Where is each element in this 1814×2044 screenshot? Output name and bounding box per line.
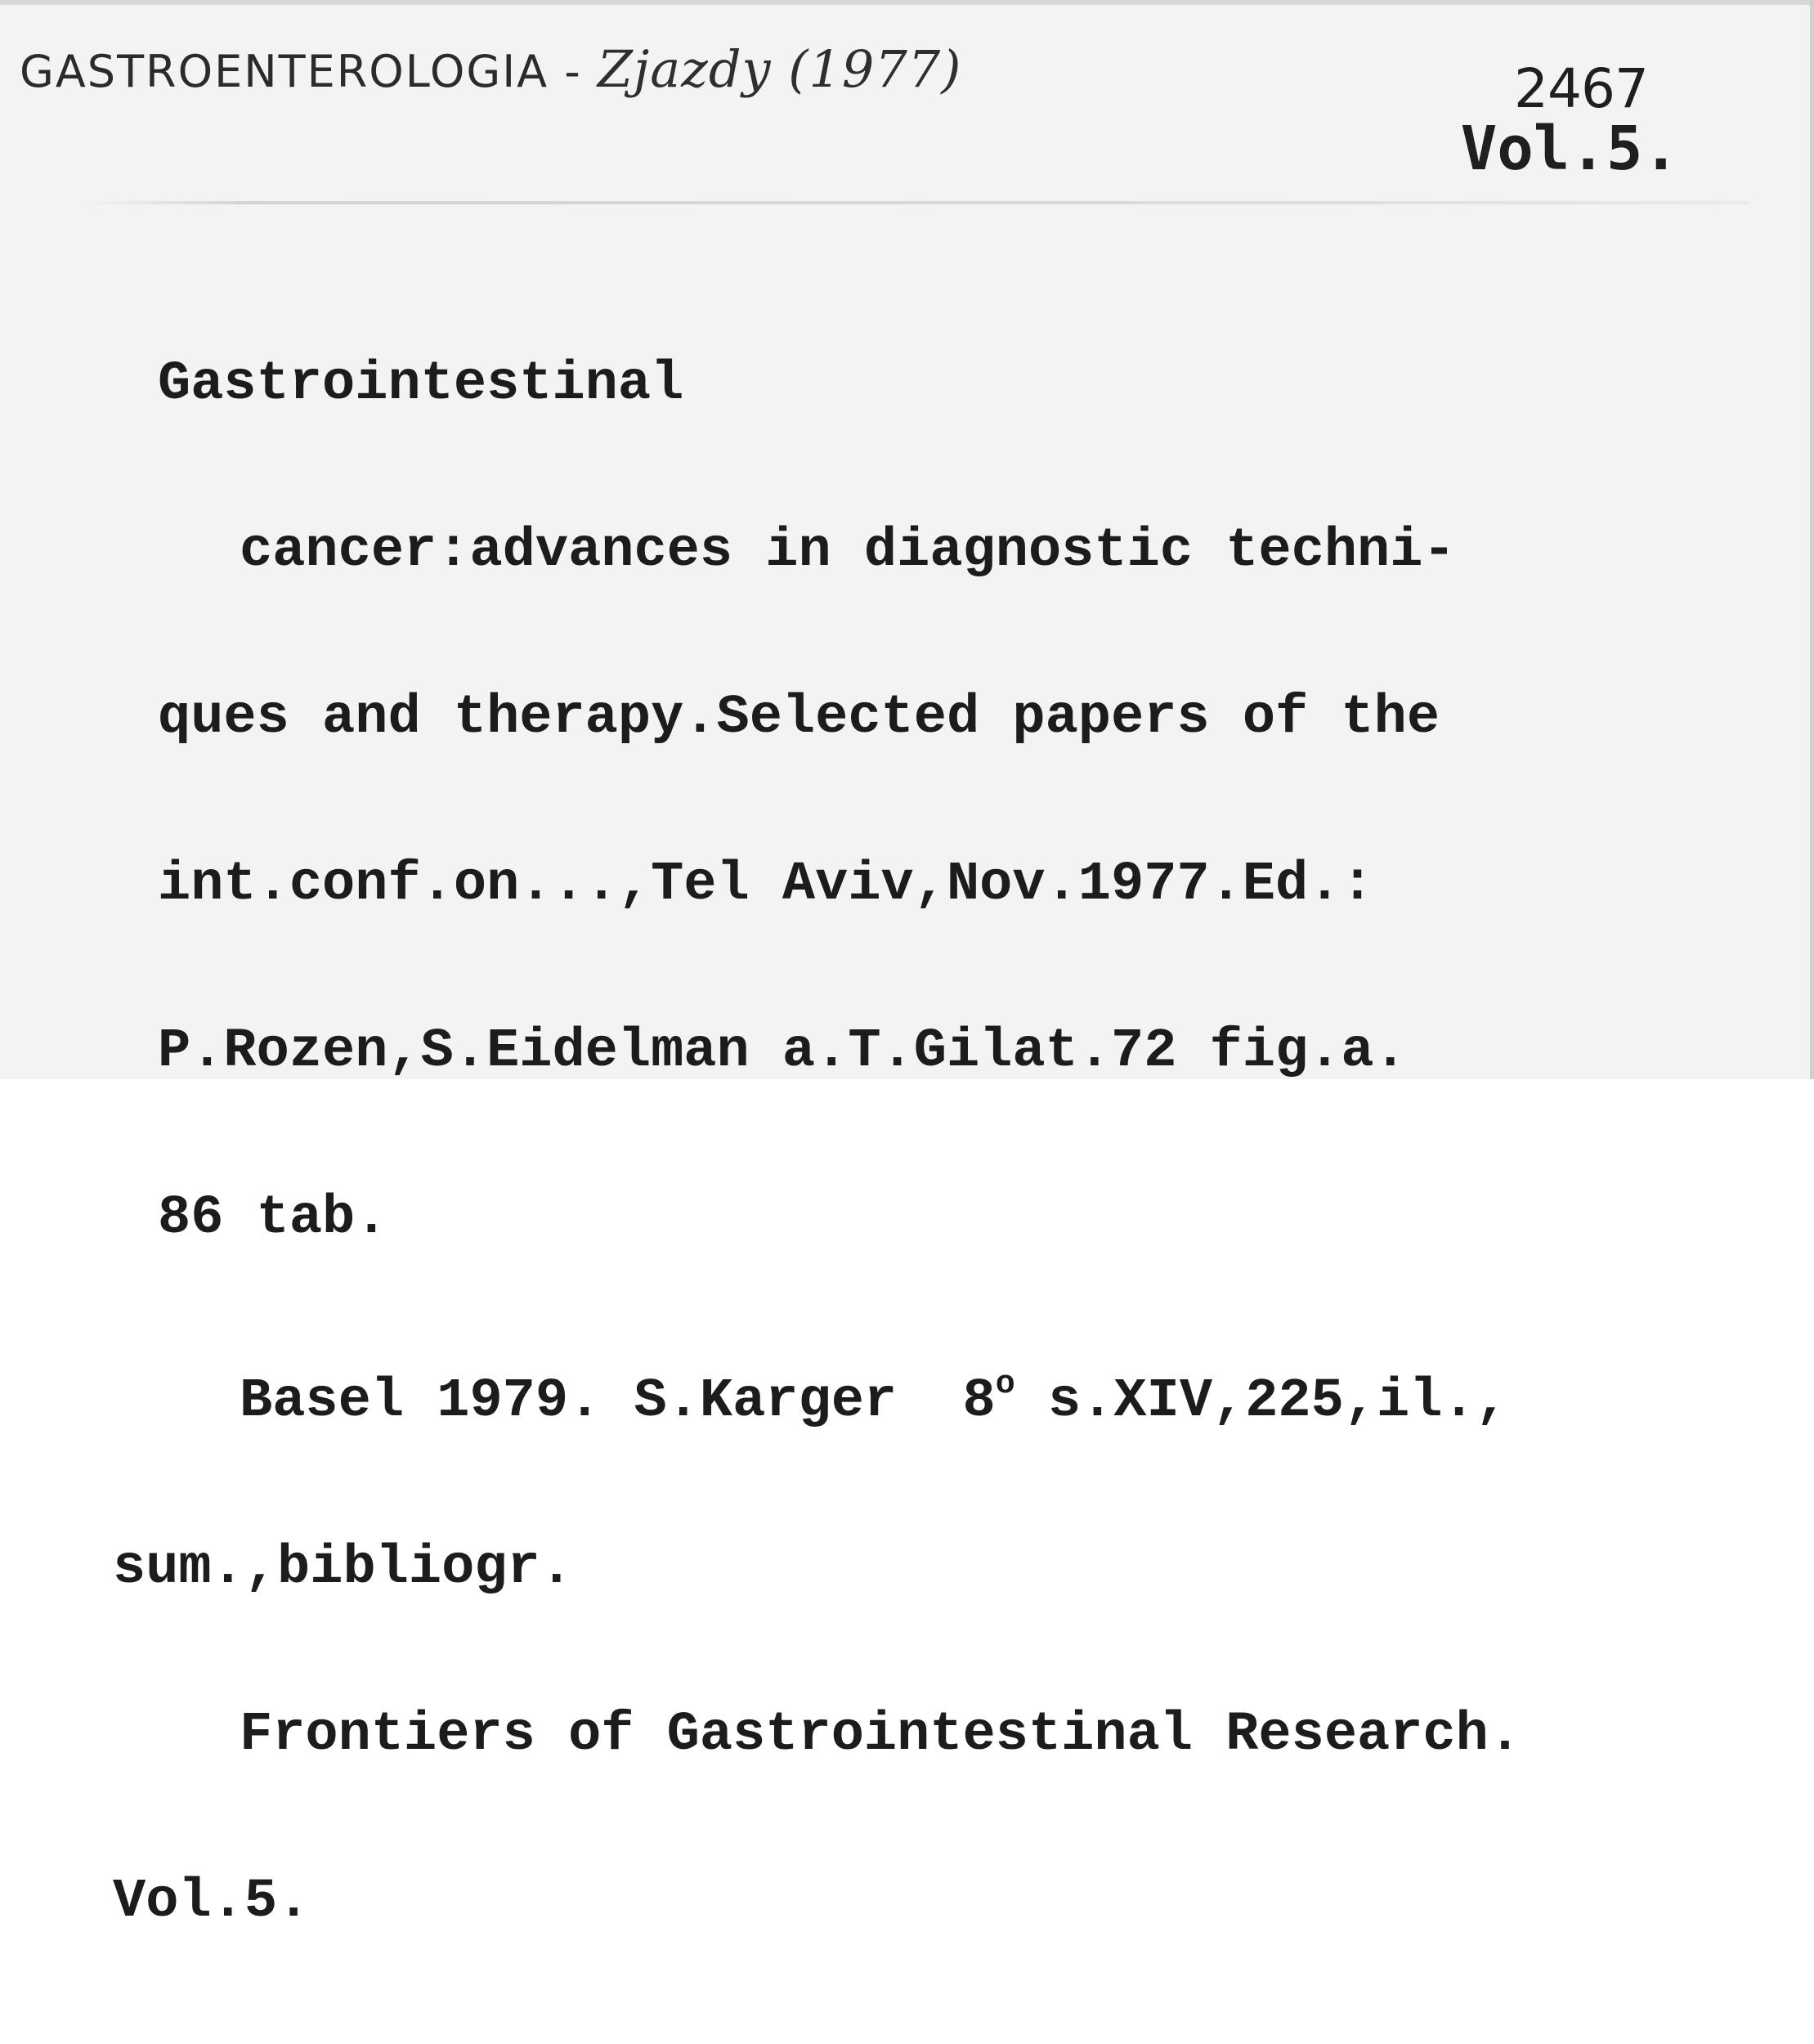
imprint-extent: s.XIV,225,il., [1014, 1370, 1508, 1432]
subject-heading-handwritten: Zjazdy (1977) [597, 39, 962, 99]
imprint-place-publisher: Basel 1979. S.Karger 8 [240, 1370, 996, 1432]
entry-notes-line: sum.,bibliogr. [113, 1537, 573, 1599]
shelfmark-number: 2467 [1514, 57, 1648, 120]
entry-title-continued: ques and therapy.Selected papers of the [158, 687, 1440, 749]
entry-conference-line: int.conf.on...,Tel Aviv,Nov.1977.Ed.: [158, 854, 1374, 916]
entry-editors-line: P.Rozen,S.Eidelman a.T.Gilat.72 fig.a. [158, 1020, 1407, 1083]
subject-heading-typed: GASTROENTEROLOGIA - [20, 46, 598, 97]
entry-series-volume: Vol.5. [113, 1871, 311, 1933]
entry-series-line: Frontiers of Gastrointestinal Research. [240, 1704, 1522, 1766]
shelfmark-volume: Vol.5. [1460, 114, 1679, 184]
entry-imprint-line [158, 1357, 1793, 1432]
card-divider [82, 201, 1749, 204]
entry-tables-line: 86 tab. [158, 1187, 388, 1249]
entry-title-line: Gastrointestinal [158, 353, 684, 415]
shelfmark [1461, 57, 1679, 184]
entry-title-continued: cancer:advances in diagnostic techni- [240, 520, 1456, 582]
bibliographic-entry [113, 245, 1793, 2041]
subject-heading [20, 39, 961, 99]
format-superscript: o [995, 1366, 1015, 1403]
